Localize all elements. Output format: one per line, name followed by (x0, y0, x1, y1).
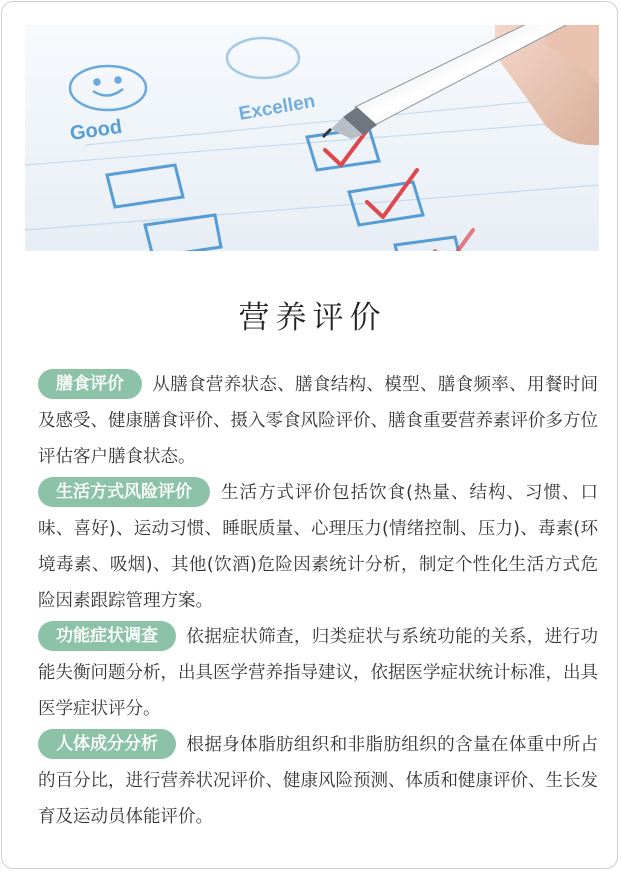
good-label: Good (68, 115, 124, 145)
checkbox-icon (107, 128, 461, 251)
excellent-label: Excellen (237, 90, 317, 125)
section-text: 生活方式评价包括饮食(热量、结构、习惯、口味、喜好)、运动习惯、睡眠质量、心理压力(情绪控制、压力)、毒素(环境毒素、吸烟)、其他(饮酒)危险因素统计分析，制定个性化生活方式危险因素跟踪管理方案。 (38, 483, 598, 611)
section-badge: 生活方式风险评价 (38, 477, 210, 507)
section-text: 根据身体脂肪组织和非脂肪组织的含量在体重中所占的百分比，进行营养状况评价、健康风险预测、体质和健康评价、生长发育及运动员体能评价。 (38, 735, 598, 827)
page-title: 营养评价 (238, 300, 387, 336)
content-card (1, 1, 618, 869)
section-badge: 功能症状调查 (38, 621, 176, 651)
section-body-composition (38, 727, 598, 835)
hero-image (25, 25, 599, 251)
section-text: 从膳食营养状态、膳食结构、模型、膳食频率、用餐时间及感受、健康膳食评价、摄入零食风险评价、膳食重要营养素评价多方位评估客户膳食状态。 (38, 375, 598, 467)
section-dietary (38, 367, 598, 475)
section-list (38, 367, 598, 835)
section-symptoms (38, 619, 598, 727)
section-badge: 膳食评价 (38, 369, 142, 399)
section-lifestyle (38, 475, 598, 619)
section-badge: 人体成分分析 (38, 729, 176, 759)
section-text: 依据症状筛查，归类症状与系统功能的关系，进行功能失衡问题分析，出具医学营养指导建议，依据医学症状统计标准，出具医学症状评分。 (38, 627, 598, 719)
